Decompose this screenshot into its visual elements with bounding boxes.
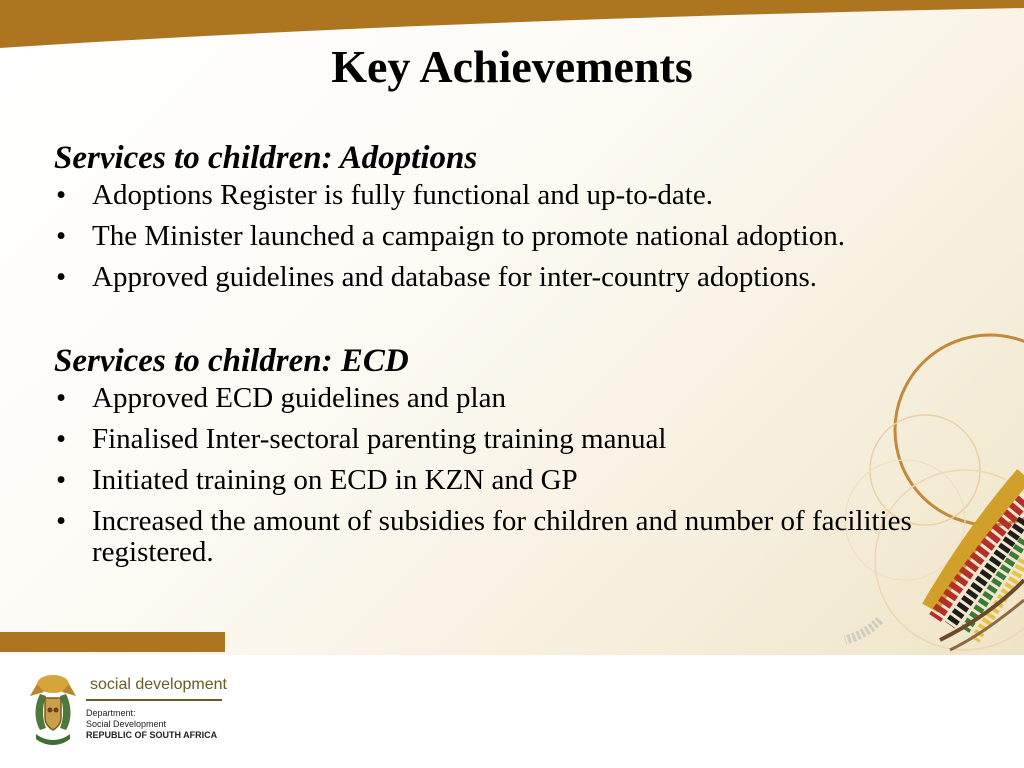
slide-title: Key Achievements <box>331 41 693 92</box>
bullet-icon: • <box>56 464 67 496</box>
list-item <box>54 180 954 211</box>
list-item-text: Approved ECD guidelines and plan <box>92 382 506 414</box>
list-item <box>54 424 954 455</box>
section-heading-ecd: Services to children: ECD <box>54 343 409 379</box>
list-item-text: Initiated training on ECD in KZN and GP <box>92 464 578 496</box>
brand-divider <box>86 699 222 701</box>
section-adoptions <box>54 136 954 293</box>
section-ecd <box>54 339 954 568</box>
dept-line-country: REPUBLIC OF SOUTH AFRICA <box>86 730 218 740</box>
bottom-accent-bar <box>0 632 225 652</box>
list-item <box>54 262 954 293</box>
list-item-text: Finalised Inter-sectoral parenting training manual <box>92 423 667 455</box>
bullet-icon: • <box>56 423 67 455</box>
list-item <box>54 465 954 496</box>
section-heading-adoptions: Services to children: Adoptions <box>54 140 478 176</box>
list-item <box>54 383 954 414</box>
footer <box>0 655 1024 768</box>
list-item-text: Increased the amount of subsidies for children and number of facilities registered. <box>92 505 912 568</box>
bullet-icon: • <box>56 382 67 414</box>
bullet-icon: • <box>56 261 67 293</box>
section-spacer <box>54 303 954 339</box>
slide-content <box>54 136 954 578</box>
list-item-text: The Minister launched a campaign to promote national adoption. <box>92 220 845 252</box>
dept-line-name: Social Development <box>86 719 167 729</box>
bullet-icon: • <box>56 179 67 211</box>
dept-line-department: Department: <box>86 708 136 718</box>
bullet-icon: • <box>56 505 67 537</box>
list-item-text: Adoptions Register is fully functional and up-to-date. <box>92 179 713 211</box>
brand-name: social development <box>90 676 227 693</box>
list-item <box>54 221 954 252</box>
list-item <box>54 506 954 568</box>
bullet-icon: • <box>56 220 67 252</box>
bullet-list-adoptions <box>54 180 954 293</box>
bullet-list-ecd <box>54 383 954 568</box>
coat-of-arms-icon <box>24 672 82 750</box>
list-item-text: Approved guidelines and database for inter-country adoptions. <box>92 261 818 293</box>
